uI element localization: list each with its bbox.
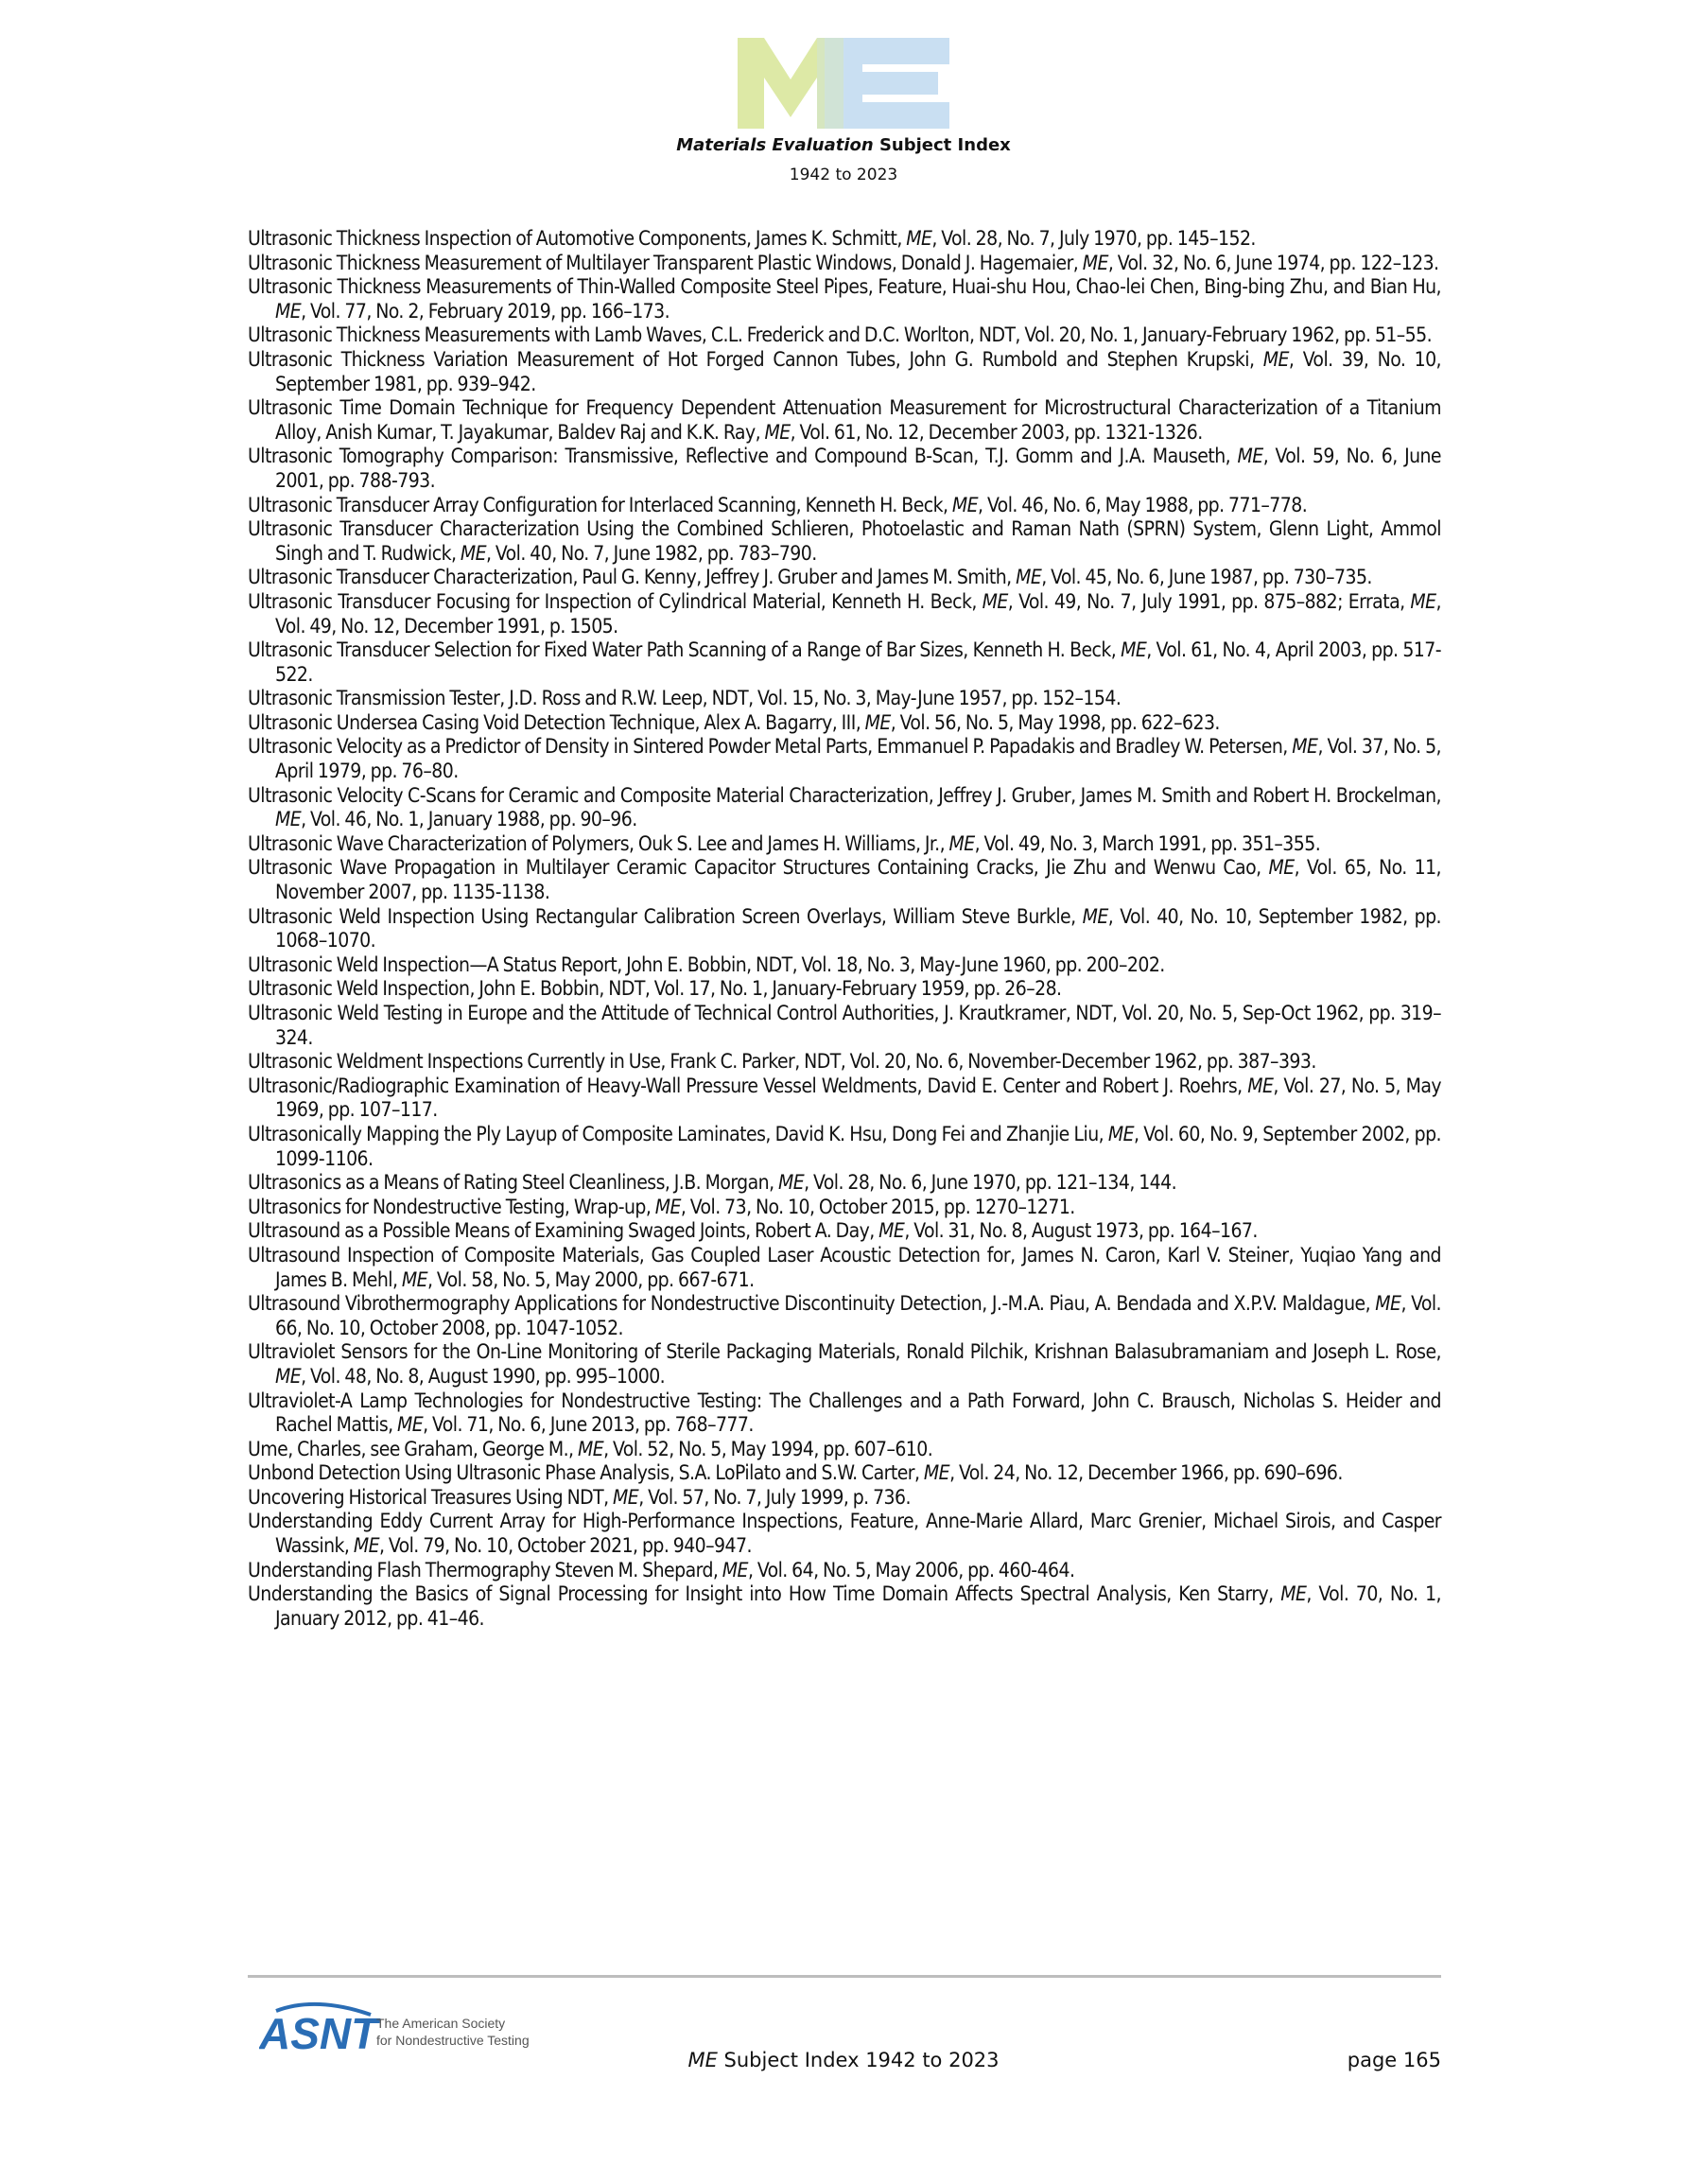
- index-entry: Ultrasonic Time Domain Technique for Frequency Dependent Attenuation Measurement for Microstructural Characterization of a Titanium Alloy, Anish Kumar, T. Jayakumar, Baldev Raj and K.K. Ray, ME, Vol. 61, No. 12, December 2003, pp. 1321-1326.: [248, 396, 1441, 444]
- index-entry: Ultraviolet Sensors for the On-Line Monitoring of Sterile Packaging Materials, Ronald Pilchik, Krishnan Balasubramaniam and Joseph L. Rose, ME, Vol. 48, No. 8, August 1990, pp. 995–1000.: [248, 1340, 1441, 1388]
- index-entry: Ultrasonic Weldment Inspections Currently in Use, Frank C. Parker, NDT, Vol. 20, No. 6, November-December 1962, pp. 387–393.: [248, 1050, 1316, 1074]
- index-entry: Ultrasonic Transducer Selection for Fixed Water Path Scanning of a Range of Bar Sizes, Kenneth H. Beck, ME, Vol. 61, No. 4, April 2003, pp. 517-522.: [248, 638, 1441, 686]
- index-entry: Ultrasonic Weld Testing in Europe and the Attitude of Technical Control Authorities, J. Krautkramer, NDT, Vol. 20, No. 5, Sep-Oct 1962, pp. 319–324.: [248, 1002, 1441, 1049]
- index-entry: Ultrasonic Weld Inspection—A Status Report, John E. Bobbin, NDT, Vol. 18, No. 3, May-June 1960, pp. 200–202.: [248, 952, 1165, 976]
- index-entry: Ultrasonic Tomography Comparison: Transmissive, Reflective and Compound B-Scan, T.J. Gomm and J.A. Mauseth, ME, Vol. 59, No. 6, June 2001, pp. 788-793.: [248, 445, 1442, 492]
- index-entry: Ultrasonic Thickness Inspection of Automotive Components, James K. Schmitt, ME, Vol. 28, No. 7, July 1970, pp. 145–152.: [248, 227, 1256, 250]
- index-entries: [248, 227, 1441, 1631]
- index-entry: Ultrasound as a Possible Means of Examining Swaged Joints, Robert A. Day, ME, Vol. 31, No. 8, August 1973, pp. 164–167.: [248, 1219, 1258, 1243]
- index-title-italic: Materials Evaluation: [676, 135, 874, 155]
- index-entry: Ultrasonic Thickness Measurement of Multilayer Transparent Plastic Windows, Donald J. Hagemaier, ME, Vol. 32, No. 6, June 1974, pp. 122–123.: [248, 251, 1439, 274]
- index-entry: Ultraviolet-A Lamp Technologies for Nondestructive Testing: The Challenges and a Path Forward, John C. Brausch, Nicholas S. Heider and Rachel Mattis, ME, Vol. 71, No. 6, June 2013, pp. 768–777.: [248, 1389, 1441, 1437]
- index-entry: Ultrasonic Transducer Focusing for Inspection of Cylindrical Material, Kenneth H. Beck, ME, Vol. 49, No. 7, July 1991, pp. 875–882; Errata, ME, Vol. 49, No. 12, December 1991, p. 1505.: [248, 589, 1441, 638]
- index-entry: Ultrasonic/Radiographic Examination of Heavy-Wall Pressure Vessel Weldments, David E. Center and Robert J. Roehrs, ME, Vol. 27, No. 5, May 1969, pp. 107–117.: [248, 1074, 1441, 1122]
- index-entry: Understanding Eddy Current Array for High-Performance Inspections, Feature, Anne-Marie Allard, Marc Grenier, Michael Sirois, and Casper Wassink, ME, Vol. 79, No. 10, October 2021, pp. 940–947.: [248, 1510, 1441, 1558]
- index-entry: Ultrasonic Thickness Measurements with Lamb Waves, C.L. Frederick and D.C. Worlton, NDT, Vol. 20, No. 1, January-February 1962, pp. 51–55.: [248, 323, 1433, 347]
- footer-divider: [248, 1975, 1441, 1978]
- footer-title-italic: ME: [687, 2049, 718, 2071]
- index-entry: Ultrasonic Transducer Characterization, Paul G. Kenny, Jeffrey J. Gruber and James M. Smith, ME, Vol. 45, No. 6, June 1987, pp. 730–735.: [248, 566, 1372, 589]
- index-entry: Ultrasonic Wave Characterization of Polymers, Ouk S. Lee and James H. Williams, Jr., ME, Vol. 49, No. 3, March 1991, pp. 351–355.: [248, 831, 1321, 855]
- index-entry: Ultrasonic Undersea Casing Void Detection Technique, Alex A. Bagarry, III, ME, Vol. 56, No. 5, May 1998, pp. 622–623.: [248, 710, 1220, 734]
- index-entry: Ultrasonics as a Means of Rating Steel Cleanliness, J.B. Morgan, ME, Vol. 28, No. 6, June 1970, pp. 121–134, 144.: [248, 1171, 1177, 1195]
- index-entry: Uncovering Historical Treasures Using NDT, ME, Vol. 57, No. 7, July 1999, p. 736.: [248, 1485, 911, 1509]
- index-entry: Ultrasonic Thickness Measurements of Thin-Walled Composite Steel Pipes, Feature, Huai-shu Hou, Chao-lei Chen, Bing-bing Zhu, and Bian Hu, ME, Vol. 77, No. 2, February 2019, pp. 166–173.: [248, 275, 1441, 323]
- index-entry: Ultrasonic Velocity as a Predictor of Density in Sintered Powder Metal Parts, Emmanuel P. Papadakis and Bradley W. Petersen, ME, Vol. 37, No. 5, April 1979, pp. 76–80.: [248, 735, 1441, 783]
- index-entry: Understanding Flash Thermography Steven M. Shepard, ME, Vol. 64, No. 5, May 2006, pp. 460-464.: [248, 1558, 1075, 1581]
- page-header: [0, 38, 1687, 185]
- page-number: page 165: [1347, 2049, 1441, 2071]
- index-entry: Unbond Detection Using Ultrasonic Phase Analysis, S.A. LoPilato and S.W. Carter, ME, Vol. 24, No. 12, December 1966, pp. 690–696.: [248, 1461, 1343, 1485]
- svg-text:ASNT: ASNT: [259, 2009, 378, 2058]
- index-entry: Ultrasound Vibrothermography Applications for Nondestructive Discontinuity Detection, J.-M.A. Piau, A. Bendada and X.P.V. Maldague, ME, Vol. 66, No. 10, October 2008, pp. 1047-1052.: [248, 1292, 1441, 1339]
- svg-text:for Nondestructive Testing: for Nondestructive Testing: [376, 2033, 530, 2048]
- index-entry: Ume, Charles, see Graham, George M., ME, Vol. 52, No. 5, May 1994, pp. 607–610.: [248, 1437, 933, 1460]
- index-years: 1942 to 2023: [789, 166, 898, 184]
- footer-title-rest: Subject Index 1942 to 2023: [717, 2049, 1000, 2071]
- index-entry: Ultrasonically Mapping the Ply Layup of Composite Laminates, David K. Hsu, Dong Fei and Zhanjie Liu, ME, Vol. 60, No. 9, September 2002, pp. 1099-1106.: [248, 1122, 1441, 1170]
- index-entry: Understanding the Basics of Signal Processing for Insight into How Time Domain Affects Spectral Analysis, Ken Starry, ME, Vol. 70, No. 1, January 2012, pp. 41–46.: [248, 1582, 1442, 1630]
- index-entry: Ultrasonic Weld Inspection Using Rectangular Calibration Screen Overlays, William Steve Burkle, ME, Vol. 40, No. 10, September 1982, pp. 1068–1070.: [248, 904, 1441, 952]
- index-title-rest: Subject Index: [873, 135, 1011, 155]
- index-entry: Ultrasonic Transducer Array Configuration for Interlaced Scanning, Kenneth H. Beck, ME, Vol. 46, No. 6, May 1988, pp. 771–778.: [248, 493, 1308, 516]
- index-entry: Ultrasound Inspection of Composite Materials, Gas Coupled Laser Acoustic Detection for, James N. Caron, Karl V. Steiner, Yuqiao Yang and James B. Mehl, ME, Vol. 58, No. 5, May 2000, pp. 667-671.: [248, 1243, 1441, 1291]
- me-logo: [738, 38, 949, 129]
- index-entry: Ultrasonic Velocity C-Scans for Ceramic and Composite Material Characterization, Jeffrey J. Gruber, James M. Smith and Robert H. Brockelman, ME, Vol. 46, No. 1, January 1988, pp. 90–96.: [248, 783, 1441, 831]
- index-entry: Ultrasonic Transducer Characterization Using the Combined Schlieren, Photoelastic and Raman Nath (SPRN) System, Glenn Light, Ammol Singh and T. Rudwick, ME, Vol. 40, No. 7, June 1982, pp. 783–790.: [248, 517, 1441, 565]
- index-entry: Ultrasonic Wave Propagation in Multilayer Ceramic Capacitor Structures Containing Cracks, Jie Zhu and Wenwu Cao, ME, Vol. 65, No. 11, November 2007, pp. 1135-1138.: [248, 856, 1441, 904]
- index-entry: Ultrasonic Thickness Variation Measurement of Hot Forged Cannon Tubes, John G. Rumbold and Stephen Krupski, ME, Vol. 39, No. 10, September 1981, pp. 939–942.: [248, 347, 1441, 395]
- index-entry: Ultrasonics for Nondestructive Testing, Wrap-up, ME, Vol. 73, No. 10, October 2015, pp. 1270–1271.: [248, 1195, 1075, 1218]
- svg-text:The American Society: The American Society: [376, 2016, 506, 2031]
- index-title: [0, 134, 1687, 157]
- index-entry: Ultrasonic Weld Inspection, John E. Bobbin, NDT, Vol. 17, No. 1, January-February 1959, pp. 26–28.: [248, 977, 1062, 1001]
- index-entry: Ultrasonic Transmission Tester, J.D. Ross and R.W. Leep, NDT, Vol. 15, No. 3, May-June 1957, pp. 152–154.: [248, 687, 1122, 710]
